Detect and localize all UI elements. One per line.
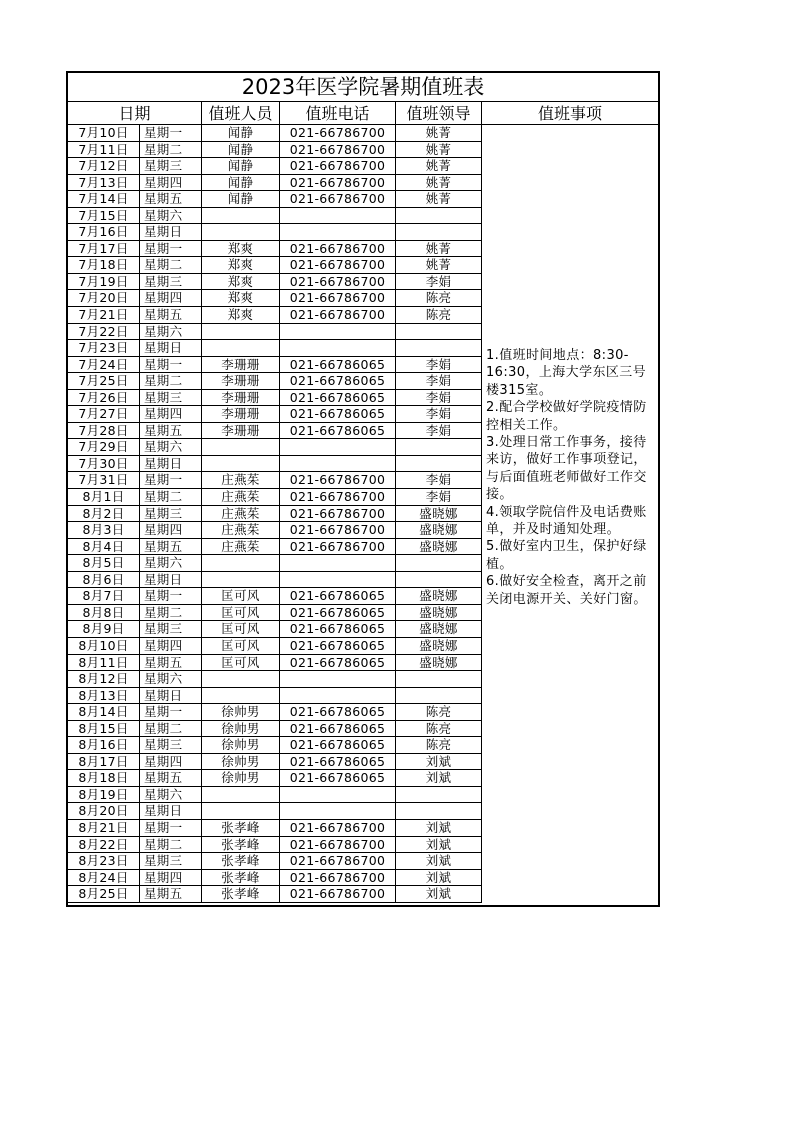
table-row <box>68 737 482 754</box>
table-row <box>68 853 482 870</box>
weekday-cell: 星期三 <box>140 274 202 291</box>
leader-cell: 刘斌 <box>396 770 482 787</box>
staff-cell: 匡可风 <box>202 621 280 638</box>
table-row <box>68 340 482 357</box>
leader-cell: 刘斌 <box>396 886 482 903</box>
date-cell: 8月15日 <box>68 721 140 738</box>
duty-schedule-table <box>66 71 660 907</box>
table-row <box>68 671 482 688</box>
leader-cell: 陈亮 <box>396 290 482 307</box>
phone-cell: 021-66786065 <box>280 373 396 390</box>
leader-cell: 李娟 <box>396 489 482 506</box>
date-cell: 8月10日 <box>68 638 140 655</box>
phone-cell: 021-66786700 <box>280 125 396 142</box>
leader-cell: 李娟 <box>396 390 482 407</box>
duty-matters-notes <box>482 125 658 905</box>
weekday-cell: 星期六 <box>140 208 202 225</box>
date-cell: 8月23日 <box>68 853 140 870</box>
leader-cell: 刘斌 <box>396 853 482 870</box>
staff-cell: 徐帅男 <box>202 704 280 721</box>
weekday-cell: 星期六 <box>140 324 202 341</box>
weekday-cell: 星期二 <box>140 257 202 274</box>
date-cell: 8月2日 <box>68 506 140 523</box>
phone-cell: 021-66786065 <box>280 770 396 787</box>
weekday-cell: 星期三 <box>140 390 202 407</box>
date-cell: 7月30日 <box>68 456 140 473</box>
leader-cell <box>396 787 482 804</box>
table-row <box>68 522 482 539</box>
date-cell: 8月6日 <box>68 572 140 589</box>
table-row <box>68 704 482 721</box>
staff-cell: 庄燕茱 <box>202 472 280 489</box>
leader-cell: 李娟 <box>396 472 482 489</box>
phone-cell <box>280 572 396 589</box>
date-cell: 8月25日 <box>68 886 140 903</box>
phone-cell <box>280 688 396 705</box>
staff-cell: 匡可风 <box>202 605 280 622</box>
weekday-cell: 星期三 <box>140 621 202 638</box>
table-row <box>68 241 482 258</box>
table-row <box>68 472 482 489</box>
date-cell: 7月22日 <box>68 324 140 341</box>
leader-cell: 姚菁 <box>396 241 482 258</box>
phone-cell: 021-66786700 <box>280 870 396 887</box>
phone-cell: 021-66786700 <box>280 142 396 159</box>
staff-cell <box>202 555 280 572</box>
date-cell: 7月15日 <box>68 208 140 225</box>
leader-cell: 盛晓娜 <box>396 522 482 539</box>
phone-cell <box>280 439 396 456</box>
table-row <box>68 588 482 605</box>
header-staff: 值班人员 <box>202 102 280 125</box>
header-phone: 值班电话 <box>280 102 396 125</box>
staff-cell: 郑爽 <box>202 307 280 324</box>
table-row <box>68 324 482 341</box>
staff-cell: 庄燕茱 <box>202 489 280 506</box>
weekday-cell: 星期三 <box>140 853 202 870</box>
weekday-cell: 星期二 <box>140 489 202 506</box>
date-cell: 8月5日 <box>68 555 140 572</box>
table-row <box>68 142 482 159</box>
table-row <box>68 439 482 456</box>
staff-cell: 匡可风 <box>202 655 280 672</box>
staff-cell: 张孝峰 <box>202 870 280 887</box>
table-row <box>68 489 482 506</box>
table-row <box>68 423 482 440</box>
header-leader: 值班领导 <box>396 102 482 125</box>
table-row <box>68 787 482 804</box>
weekday-cell: 星期日 <box>140 456 202 473</box>
table-body <box>68 125 482 903</box>
staff-cell: 李珊珊 <box>202 423 280 440</box>
phone-cell: 021-66786700 <box>280 853 396 870</box>
table-row <box>68 539 482 556</box>
date-cell: 7月25日 <box>68 373 140 390</box>
table-row <box>68 274 482 291</box>
staff-cell: 匡可风 <box>202 588 280 605</box>
staff-cell <box>202 340 280 357</box>
date-cell: 7月20日 <box>68 290 140 307</box>
table-row <box>68 754 482 771</box>
date-cell: 8月7日 <box>68 588 140 605</box>
table-row <box>68 373 482 390</box>
leader-cell: 李娟 <box>396 406 482 423</box>
leader-cell <box>396 803 482 820</box>
date-cell: 8月11日 <box>68 655 140 672</box>
weekday-cell: 星期一 <box>140 588 202 605</box>
weekday-cell: 星期五 <box>140 539 202 556</box>
weekday-cell: 星期四 <box>140 638 202 655</box>
staff-cell: 李珊珊 <box>202 357 280 374</box>
staff-cell: 闻静 <box>202 125 280 142</box>
weekday-cell: 星期日 <box>140 688 202 705</box>
weekday-cell: 星期五 <box>140 423 202 440</box>
staff-cell: 李珊珊 <box>202 373 280 390</box>
leader-cell <box>396 572 482 589</box>
table-row <box>68 158 482 175</box>
header-date: 日期 <box>68 102 202 125</box>
table-row <box>68 390 482 407</box>
weekday-cell: 星期三 <box>140 506 202 523</box>
weekday-cell: 星期六 <box>140 439 202 456</box>
staff-cell: 郑爽 <box>202 241 280 258</box>
date-cell: 8月24日 <box>68 870 140 887</box>
phone-cell <box>280 224 396 241</box>
date-cell: 8月20日 <box>68 803 140 820</box>
date-cell: 8月3日 <box>68 522 140 539</box>
weekday-cell: 星期六 <box>140 787 202 804</box>
table-row <box>68 770 482 787</box>
leader-cell: 盛晓娜 <box>396 655 482 672</box>
table-row <box>68 456 482 473</box>
date-cell: 8月12日 <box>68 671 140 688</box>
leader-cell: 姚菁 <box>396 191 482 208</box>
weekday-cell: 星期一 <box>140 704 202 721</box>
leader-cell: 陈亮 <box>396 737 482 754</box>
staff-cell <box>202 439 280 456</box>
date-cell: 7月21日 <box>68 307 140 324</box>
leader-cell <box>396 324 482 341</box>
table-row <box>68 506 482 523</box>
phone-cell: 021-66786065 <box>280 390 396 407</box>
date-cell: 7月13日 <box>68 175 140 192</box>
weekday-cell: 星期二 <box>140 373 202 390</box>
note-item: 4.领取学院信件及电话费账单，并及时通知处理。 <box>486 504 647 538</box>
date-cell: 8月17日 <box>68 754 140 771</box>
staff-cell <box>202 208 280 225</box>
phone-cell: 021-66786065 <box>280 357 396 374</box>
leader-cell: 李娟 <box>396 357 482 374</box>
weekday-cell: 星期四 <box>140 290 202 307</box>
phone-cell: 021-66786065 <box>280 655 396 672</box>
leader-cell: 刘斌 <box>396 754 482 771</box>
leader-cell: 李娟 <box>396 423 482 440</box>
staff-cell: 匡可风 <box>202 638 280 655</box>
date-cell: 8月4日 <box>68 539 140 556</box>
weekday-cell: 星期一 <box>140 820 202 837</box>
date-cell: 7月27日 <box>68 406 140 423</box>
phone-cell: 021-66786065 <box>280 754 396 771</box>
staff-cell: 郑爽 <box>202 290 280 307</box>
leader-cell: 李娟 <box>396 274 482 291</box>
staff-cell: 李珊珊 <box>202 406 280 423</box>
phone-cell: 021-66786700 <box>280 290 396 307</box>
phone-cell: 021-66786065 <box>280 406 396 423</box>
weekday-cell: 星期五 <box>140 191 202 208</box>
note-item: 5.做好室内卫生，保护好绿植。 <box>486 539 647 572</box>
staff-cell: 闻静 <box>202 142 280 159</box>
phone-cell: 021-66786065 <box>280 605 396 622</box>
weekday-cell: 星期六 <box>140 555 202 572</box>
table-row <box>68 208 482 225</box>
leader-cell: 刘斌 <box>396 820 482 837</box>
date-cell: 8月13日 <box>68 688 140 705</box>
leader-cell: 盛晓娜 <box>396 605 482 622</box>
phone-cell: 021-66786700 <box>280 274 396 291</box>
phone-cell: 021-66786700 <box>280 175 396 192</box>
leader-cell: 陈亮 <box>396 704 482 721</box>
weekday-cell: 星期一 <box>140 357 202 374</box>
table-row <box>68 688 482 705</box>
header-matters: 值班事项 <box>482 102 658 125</box>
phone-cell <box>280 555 396 572</box>
table-title: 2023年医学院暑期值班表 <box>68 73 658 102</box>
phone-cell: 021-66786065 <box>280 721 396 738</box>
phone-cell: 021-66786700 <box>280 506 396 523</box>
weekday-cell: 星期五 <box>140 307 202 324</box>
staff-cell <box>202 224 280 241</box>
staff-cell: 闻静 <box>202 158 280 175</box>
table-row <box>68 721 482 738</box>
staff-cell <box>202 456 280 473</box>
table-row <box>68 307 482 324</box>
staff-cell <box>202 671 280 688</box>
weekday-cell: 星期四 <box>140 175 202 192</box>
table-row <box>68 257 482 274</box>
staff-cell: 郑爽 <box>202 274 280 291</box>
table-row <box>68 175 482 192</box>
date-cell: 7月24日 <box>68 357 140 374</box>
date-cell: 7月12日 <box>68 158 140 175</box>
leader-cell <box>396 456 482 473</box>
phone-cell: 021-66786700 <box>280 539 396 556</box>
staff-cell: 张孝峰 <box>202 853 280 870</box>
table-row <box>68 605 482 622</box>
table-row <box>68 224 482 241</box>
weekday-cell: 星期三 <box>140 158 202 175</box>
date-cell: 7月11日 <box>68 142 140 159</box>
weekday-cell: 星期四 <box>140 406 202 423</box>
leader-cell: 姚菁 <box>396 175 482 192</box>
phone-cell <box>280 340 396 357</box>
staff-cell <box>202 787 280 804</box>
staff-cell: 徐帅男 <box>202 737 280 754</box>
date-cell: 8月9日 <box>68 621 140 638</box>
weekday-cell: 星期二 <box>140 142 202 159</box>
phone-cell: 021-66786700 <box>280 820 396 837</box>
weekday-cell: 星期日 <box>140 572 202 589</box>
weekday-cell: 星期一 <box>140 472 202 489</box>
date-cell: 7月31日 <box>68 472 140 489</box>
table-row <box>68 820 482 837</box>
table-row <box>68 357 482 374</box>
phone-cell: 021-66786700 <box>280 158 396 175</box>
table-row <box>68 655 482 672</box>
table-row <box>68 621 482 638</box>
leader-cell: 盛晓娜 <box>396 638 482 655</box>
weekday-cell: 星期日 <box>140 340 202 357</box>
phone-cell <box>280 787 396 804</box>
table-row <box>68 638 482 655</box>
leader-cell: 刘斌 <box>396 870 482 887</box>
weekday-cell: 星期六 <box>140 671 202 688</box>
phone-cell <box>280 456 396 473</box>
phone-cell: 021-66786065 <box>280 704 396 721</box>
staff-cell: 闻静 <box>202 191 280 208</box>
staff-cell: 徐帅男 <box>202 721 280 738</box>
phone-cell: 021-66786700 <box>280 489 396 506</box>
date-cell: 7月18日 <box>68 257 140 274</box>
phone-cell <box>280 208 396 225</box>
date-cell: 8月8日 <box>68 605 140 622</box>
phone-cell: 021-66786700 <box>280 886 396 903</box>
staff-cell: 郑爽 <box>202 257 280 274</box>
date-cell: 7月16日 <box>68 224 140 241</box>
date-cell: 7月19日 <box>68 274 140 291</box>
date-cell: 7月23日 <box>68 340 140 357</box>
staff-cell: 李珊珊 <box>202 390 280 407</box>
weekday-cell: 星期四 <box>140 754 202 771</box>
staff-cell: 闻静 <box>202 175 280 192</box>
table-row <box>68 870 482 887</box>
phone-cell: 021-66786065 <box>280 737 396 754</box>
phone-cell <box>280 324 396 341</box>
weekday-cell: 星期四 <box>140 870 202 887</box>
weekday-cell: 星期日 <box>140 224 202 241</box>
phone-cell: 021-66786700 <box>280 241 396 258</box>
staff-cell: 庄燕茱 <box>202 506 280 523</box>
phone-cell: 021-66786700 <box>280 307 396 324</box>
leader-cell: 刘斌 <box>396 837 482 854</box>
date-cell: 7月29日 <box>68 439 140 456</box>
phone-cell: 021-66786700 <box>280 522 396 539</box>
date-cell: 7月26日 <box>68 390 140 407</box>
weekday-cell: 星期四 <box>140 522 202 539</box>
staff-cell: 庄燕茱 <box>202 522 280 539</box>
table-header-row <box>68 102 658 125</box>
phone-cell: 021-66786700 <box>280 472 396 489</box>
leader-cell <box>396 688 482 705</box>
leader-cell: 陈亮 <box>396 307 482 324</box>
staff-cell: 庄燕茱 <box>202 539 280 556</box>
staff-cell: 张孝峰 <box>202 837 280 854</box>
table-row <box>68 886 482 903</box>
phone-cell: 021-66786065 <box>280 423 396 440</box>
date-cell: 7月17日 <box>68 241 140 258</box>
staff-cell <box>202 572 280 589</box>
staff-cell <box>202 803 280 820</box>
leader-cell: 盛晓娜 <box>396 621 482 638</box>
date-cell: 8月21日 <box>68 820 140 837</box>
weekday-cell: 星期一 <box>140 241 202 258</box>
date-cell: 8月14日 <box>68 704 140 721</box>
weekday-cell: 星期五 <box>140 770 202 787</box>
table-row <box>68 572 482 589</box>
table-row <box>68 837 482 854</box>
date-cell: 8月18日 <box>68 770 140 787</box>
weekday-cell: 星期一 <box>140 125 202 142</box>
staff-cell <box>202 324 280 341</box>
date-cell: 8月19日 <box>68 787 140 804</box>
leader-cell: 陈亮 <box>396 721 482 738</box>
leader-cell: 李娟 <box>396 373 482 390</box>
weekday-cell: 星期二 <box>140 605 202 622</box>
phone-cell <box>280 803 396 820</box>
leader-cell: 姚菁 <box>396 142 482 159</box>
weekday-cell: 星期三 <box>140 737 202 754</box>
weekday-cell: 星期五 <box>140 655 202 672</box>
table-row <box>68 125 482 142</box>
table-row <box>68 191 482 208</box>
phone-cell: 021-66786065 <box>280 588 396 605</box>
date-cell: 7月28日 <box>68 423 140 440</box>
phone-cell: 021-66786700 <box>280 837 396 854</box>
phone-cell: 021-66786700 <box>280 191 396 208</box>
leader-cell: 盛晓娜 <box>396 539 482 556</box>
weekday-cell: 星期二 <box>140 721 202 738</box>
leader-cell <box>396 340 482 357</box>
staff-cell: 张孝峰 <box>202 886 280 903</box>
phone-cell: 021-66786065 <box>280 638 396 655</box>
date-cell: 8月1日 <box>68 489 140 506</box>
note-item: 3.处理日常工作事务，接待来访，做好工作事项登记，与后面值班老师做好工作交接。 <box>486 435 647 503</box>
leader-cell: 姚菁 <box>396 158 482 175</box>
date-cell: 7月10日 <box>68 125 140 142</box>
date-cell: 8月22日 <box>68 837 140 854</box>
phone-cell: 021-66786065 <box>280 621 396 638</box>
phone-cell: 021-66786700 <box>280 257 396 274</box>
leader-cell: 盛晓娜 <box>396 588 482 605</box>
weekday-cell: 星期二 <box>140 837 202 854</box>
table-row <box>68 803 482 820</box>
leader-cell: 盛晓娜 <box>396 506 482 523</box>
leader-cell: 姚菁 <box>396 257 482 274</box>
staff-cell: 张孝峰 <box>202 820 280 837</box>
table-row <box>68 290 482 307</box>
table-row <box>68 555 482 572</box>
weekday-cell: 星期五 <box>140 886 202 903</box>
note-item: 6.做好安全检查，离开之前关闭电源开关、关好门窗。 <box>486 574 647 607</box>
leader-cell <box>396 224 482 241</box>
staff-cell: 徐帅男 <box>202 754 280 771</box>
leader-cell <box>396 555 482 572</box>
table-row <box>68 406 482 423</box>
staff-cell <box>202 688 280 705</box>
date-cell: 8月16日 <box>68 737 140 754</box>
phone-cell <box>280 671 396 688</box>
note-item: 1.值班时间地点：8:30-16:30，上海大学东区三号楼315室。 <box>486 348 647 398</box>
leader-cell <box>396 439 482 456</box>
date-cell: 7月14日 <box>68 191 140 208</box>
leader-cell <box>396 671 482 688</box>
staff-cell: 徐帅男 <box>202 770 280 787</box>
note-item: 2.配合学校做好学院疫情防控相关工作。 <box>486 400 647 433</box>
weekday-cell: 星期日 <box>140 803 202 820</box>
leader-cell: 姚菁 <box>396 125 482 142</box>
leader-cell <box>396 208 482 225</box>
